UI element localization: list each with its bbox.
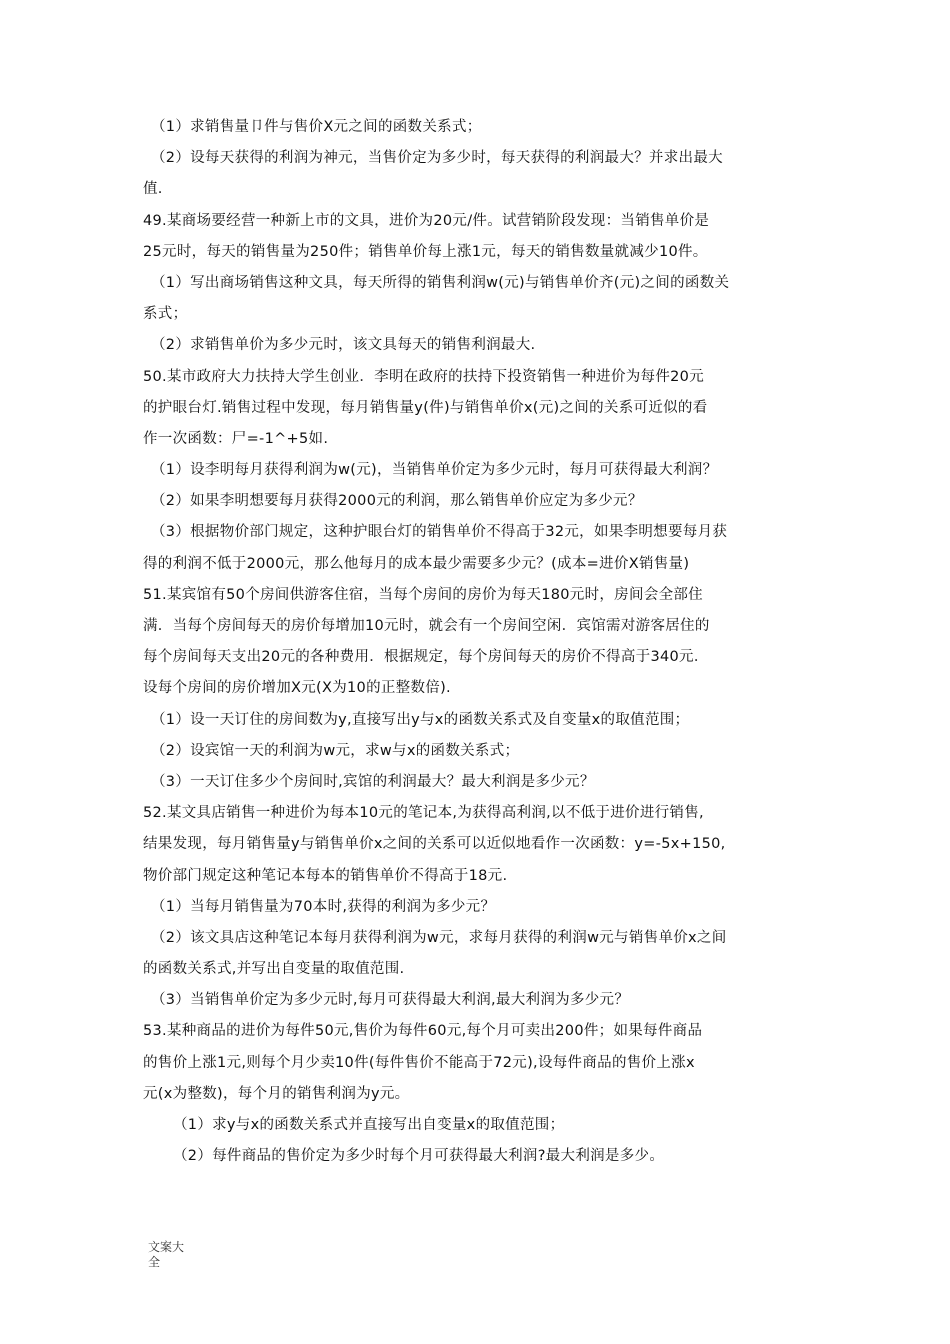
text-line: （1）设李明每月获得利润为w(元)，当销售单价定为多少元时，每月可获得最大利润？	[151, 462, 718, 479]
text-line: （1）当每月销售量为70本时,获得的利润为多少元？	[151, 898, 496, 915]
text-line: 系式；	[143, 306, 188, 323]
text-line: （2）设宾馆一天的利润为w元，求w与x的函数关系式；	[151, 742, 520, 759]
text-line: 元(x为整数)，每个月的销售利润为y元。	[143, 1085, 410, 1102]
text-line: （3）当销售单价定为多少元时,每月可获得最大利润,最大利润为多少元？	[151, 992, 630, 1009]
question-51: 51.某宾馆有50个房间供游客住宿，当每个房间的房价为每天180元时，房间会全部住	[143, 586, 703, 603]
text-line: （2）该文具店这种笔记本每月获得利润为w元，求每月获得的利润w元与销售单价x之间	[151, 929, 727, 946]
text-line: （2）设每天获得的利润为神元，当售价定为多少时，每天获得的利润最大？并求出最大	[151, 150, 723, 167]
text-line: （2）如果李明想要每月获得2000元的利润，那么销售单价应定为多少元？	[151, 493, 643, 510]
text-line: 的函数关系式,并写出自变量的取值范围.	[143, 961, 405, 978]
text-line: （3）根据物价部门规定，这种护眼台灯的销售单价不得高于32元，如果李明想要每月获	[151, 524, 728, 541]
text-line: （1）求y与x的函数关系式并直接写出自变量x的取值范围；	[173, 1117, 565, 1133]
question-52: 52.某文具店销售一种进价为每本10元的笔记本,为获得高利润,以不低于进价进行销售,	[143, 805, 704, 822]
text-line: （3）一天订住多少个房间时,宾馆的利润最大？最大利润是多少元？	[151, 773, 595, 790]
text-line: （2）求销售单价为多少元时，该文具每天的销售利润最大.	[151, 337, 536, 354]
text-line: 的护眼台灯.销售过程中发现，每月销售量y(件)与销售单价x(元)之间的关系可近似的看	[143, 399, 708, 416]
text-line: 值.	[143, 181, 163, 198]
text-line: （1）求销售量卩件与售价X元之间的函数关系式；	[151, 119, 482, 135]
text-line: 25元时，每天的销售量为250件；销售单价每上涨1元，每天的销售数量就减少10件。	[143, 243, 708, 260]
text-line: 得的利润不低于2000元，那么他每月的成本最少需要多少元？(成本=进价X销售量)	[143, 555, 690, 572]
text-line: 设每个房间的房价增加X元(X为10的正整数倍).	[143, 680, 451, 697]
text-line: （2）每件商品的售价定为多少时每个月可获得最大利润?最大利润是多少。	[173, 1148, 665, 1165]
question-50: 50.某市政府大力扶持大学生创业．李明在政府的扶持下投资销售一种进价为每件20元	[143, 368, 705, 385]
question-53: 53.某种商品的进价为每件50元,售价为每件60元,每个月可卖出200件；如果每件商品	[143, 1023, 703, 1040]
text-line: 作一次函数：尸=-1^+5如.	[143, 430, 329, 447]
text-line: （1）写出商场销售这种文具，每天所得的销售利润w(元)与销售单价齐(元)之间的函数关	[151, 274, 730, 291]
footer-line: 全	[148, 1255, 161, 1269]
text-line: 每个房间每天支出20元的各种费用．根据规定，每个房间每天的房价不得高于340元．	[143, 649, 709, 666]
text-line: 物价部门规定这种笔记本每本的销售单价不得高于18元.	[143, 867, 508, 884]
text-line: 满．当每个房间每天的房价每增加10元时，就会有一个房间空闲．宾馆需对游客居住的	[143, 618, 710, 634]
question-49: 49.某商场要经营一种新上市的文具，进价为20元/件。试营销阶段发现：当销售单价是	[143, 212, 710, 229]
text-line: 的售价上涨1元,则每个月少卖10件(每件售价不能高于72元),设每件商品的售价上涨x	[143, 1054, 695, 1071]
document-body	[143, 112, 813, 1172]
text-line: （1）设一天订住的房间数为y,直接写出y与x的函数关系式及自变量x的取值范围；	[151, 711, 690, 728]
text-line: 结果发现，每月销售量y与销售单价x之间的关系可以近似地看作一次函数：y=-5x+150,	[143, 836, 726, 853]
footer-line: 文案大	[148, 1240, 185, 1254]
footer-text	[148, 1240, 184, 1270]
